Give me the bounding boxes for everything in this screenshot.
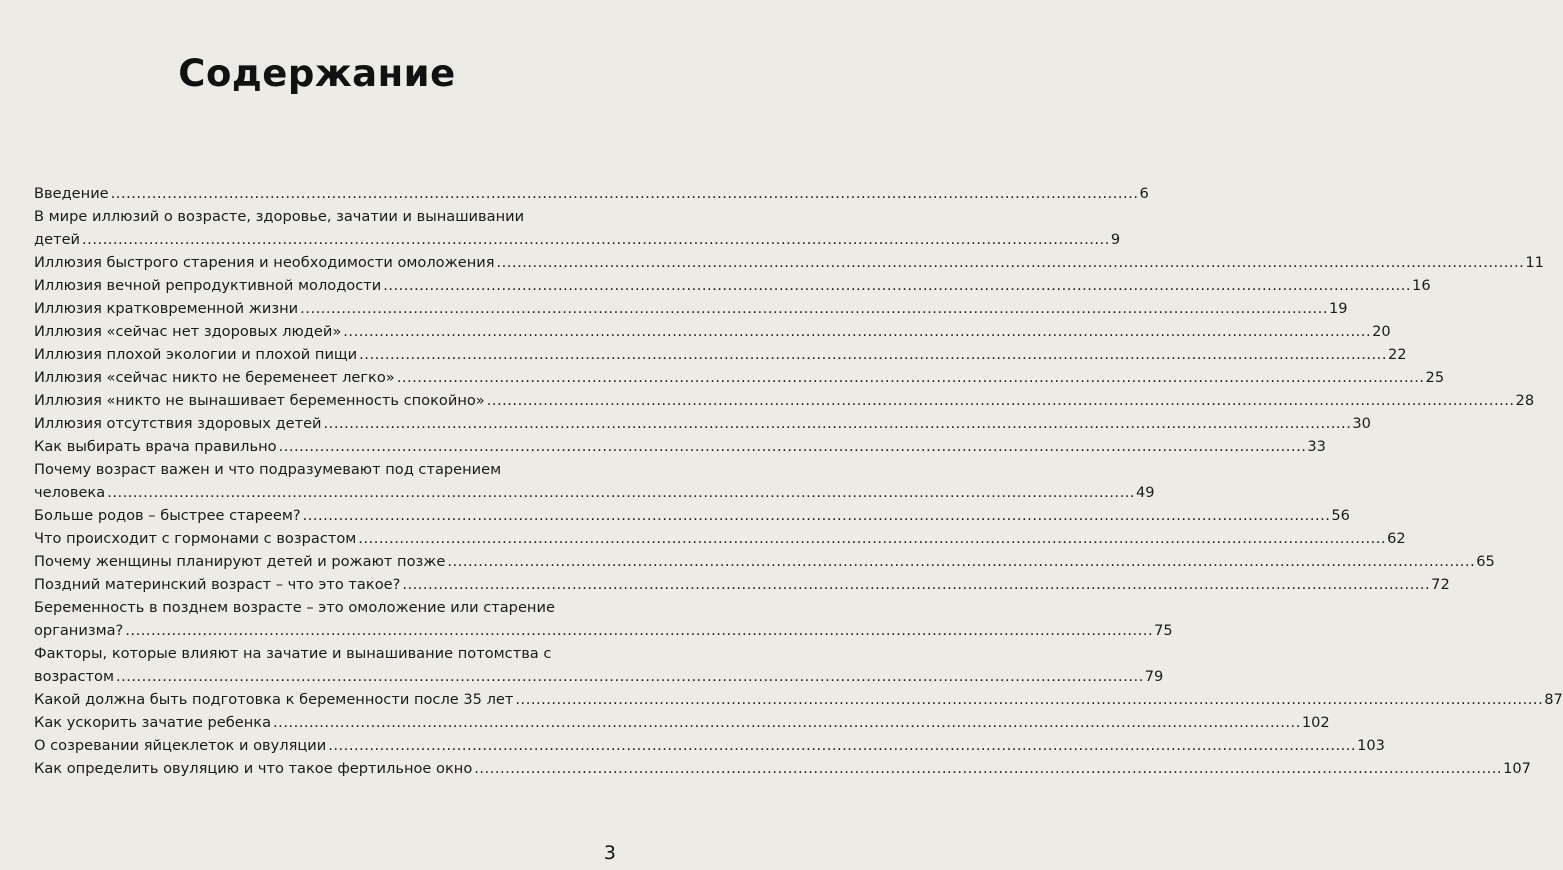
- toc-entry[interactable]: [34, 734, 1385, 757]
- toc-dot-leader: ........................................................................................................................................................................................................: [402, 576, 1431, 593]
- page-title: Содержание: [178, 52, 456, 95]
- toc-entry[interactable]: [34, 435, 1326, 458]
- toc-entry-title: Что происходит с гормонами с возрастом: [34, 530, 357, 547]
- toc-entry[interactable]: [34, 389, 1535, 412]
- toc-dot-leader: ........................................................................................................................................................................................................: [474, 760, 1503, 777]
- toc-dot-leader: ........................................................................................................................................................................................................: [82, 231, 1110, 248]
- toc-entry[interactable]: [34, 596, 1173, 642]
- toc-entry[interactable]: [34, 711, 1330, 734]
- toc-entry-title: Какой должна быть подготовка к беременности после 35 лет: [34, 691, 514, 708]
- toc-page-number: 75: [1154, 622, 1173, 639]
- toc-dot-leader: ........................................................................................................................................................................................................: [328, 737, 1357, 754]
- toc-dot-leader: ........................................................................................................................................................................................................: [359, 346, 1387, 363]
- toc-entry-title: Иллюзия «никто не вынашивает беременность спокойно»: [34, 392, 485, 409]
- toc-dot-leader: ........................................................................................................................................................................................................: [110, 185, 1139, 202]
- toc-page-number: 16: [1412, 277, 1431, 294]
- toc-page-number: 6: [1139, 185, 1149, 202]
- toc-entry-title-line: В мире иллюзий о возрасте, здоровье, зачатии и вынашивании: [34, 208, 525, 225]
- toc-dot-leader: ........................................................................................................................................................................................................: [302, 507, 1331, 524]
- toc-entry-title: Почему женщины планируют детей и рожают позже: [34, 553, 446, 570]
- toc-entry-title: Иллюзия плохой экологии и плохой пищи: [34, 346, 358, 363]
- toc-page-number: 19: [1328, 300, 1348, 317]
- toc-page-number: 49: [1136, 484, 1155, 501]
- toc-page-number: 102: [1301, 714, 1330, 731]
- toc-entry-title: О созревании яйцеклеток и овуляции: [34, 737, 327, 754]
- toc-entry-title: Введение: [34, 185, 109, 202]
- toc-entry-title: детей: [34, 231, 81, 248]
- toc-entry[interactable]: [34, 205, 1121, 251]
- toc-entry-title: Больше родов – быстрее стареем?: [34, 507, 301, 524]
- page-number: 3: [603, 842, 616, 864]
- toc-entry[interactable]: [34, 343, 1407, 366]
- toc-dot-leader: ........................................................................................................................................................................................................: [515, 691, 1544, 708]
- toc-page-number: 62: [1387, 530, 1406, 547]
- toc-entry[interactable]: [34, 550, 1495, 573]
- toc-page-number: 11: [1525, 254, 1544, 271]
- toc-dot-leader: ........................................................................................................................................................................................................: [107, 484, 1135, 501]
- toc-entry-title: Поздний материнский возраст – что это такое?: [34, 576, 401, 593]
- toc-dot-leader: ........................................................................................................................................................................................................: [496, 254, 1525, 271]
- toc-page-number: 65: [1476, 553, 1495, 570]
- toc-dot-leader: ........................................................................................................................................................................................................: [273, 714, 1301, 731]
- toc-page-number: 25: [1425, 369, 1445, 386]
- toc-entry[interactable]: [34, 504, 1350, 527]
- toc-page-number: 56: [1331, 507, 1350, 524]
- toc-entry-title: Иллюзия «сейчас никто не беременеет легко»: [34, 369, 395, 386]
- toc-page-number: 9: [1110, 231, 1121, 248]
- toc-dot-leader: ........................................................................................................................................................................................................: [125, 622, 1154, 639]
- toc-dot-leader: ........................................................................................................................................................................................................: [396, 369, 1425, 386]
- toc-entry[interactable]: [34, 757, 1531, 780]
- toc-page-number: 28: [1515, 392, 1535, 409]
- toc-entry[interactable]: [34, 251, 1544, 274]
- toc-dot-leader: ........................................................................................................................................................................................................: [343, 323, 1372, 340]
- toc-entry-title: Иллюзия быстрого старения и необходимости омоложения: [34, 254, 495, 271]
- toc-entry[interactable]: [34, 458, 1155, 504]
- toc-entry[interactable]: [34, 297, 1348, 320]
- toc-entry[interactable]: [34, 366, 1445, 389]
- toc-page-number: 107: [1503, 760, 1531, 777]
- toc-entry-title-line: Беременность в позднем возрасте – это омоложение или старение: [34, 599, 555, 616]
- toc-entry-title: человека: [34, 484, 106, 501]
- toc-entry[interactable]: [34, 412, 1371, 435]
- toc-entry-title: Иллюзия кратковременной жизни: [34, 300, 299, 317]
- toc-dot-leader: ........................................................................................................................................................................................................: [383, 277, 1412, 294]
- toc-entry[interactable]: [34, 274, 1431, 297]
- toc-page-number: 33: [1307, 438, 1326, 455]
- toc-dot-leader: ........................................................................................................................................................................................................: [486, 392, 1515, 409]
- toc-entry-title: Иллюзия «сейчас нет здоровых людей»: [34, 323, 342, 340]
- toc-dot-leader: ........................................................................................................................................................................................................: [278, 438, 1307, 455]
- toc-dot-leader: ........................................................................................................................................................................................................: [115, 668, 1144, 685]
- toc-entry-title: Иллюзия вечной репродуктивной молодости: [34, 277, 382, 294]
- toc-entry[interactable]: [34, 527, 1406, 550]
- toc-entry-title: Как определить овуляцию и что такое фертильное окно: [34, 760, 473, 777]
- table-of-contents: [34, 182, 1563, 780]
- toc-entry[interactable]: [34, 182, 1149, 205]
- toc-dot-leader: ........................................................................................................................................................................................................: [447, 553, 1476, 570]
- toc-dot-leader: ........................................................................................................................................................................................................: [323, 415, 1352, 432]
- toc-entry[interactable]: [34, 642, 1164, 688]
- toc-page-number: 87: [1544, 691, 1563, 708]
- toc-entry-title-line: Факторы, которые влияют на зачатие и вынашивание потомства с: [34, 645, 552, 662]
- toc-page-number: 30: [1352, 415, 1371, 432]
- toc-entry[interactable]: [34, 688, 1563, 711]
- toc-entry-title: организма?: [34, 622, 124, 639]
- toc-dot-leader: ........................................................................................................................................................................................................: [300, 300, 1328, 317]
- toc-entry[interactable]: [34, 573, 1450, 596]
- toc-entry-title: возрастом: [34, 668, 114, 685]
- toc-entry-title-line: Почему возраст важен и что подразумевают под старением: [34, 461, 502, 478]
- toc-entry-title: Как ускорить зачатие ребенка: [34, 714, 272, 731]
- toc-page-number: 20: [1372, 323, 1391, 340]
- toc-entry-title: Иллюзия отсутствия здоровых детей: [34, 415, 322, 432]
- toc-page-number: 22: [1387, 346, 1407, 363]
- toc-page-number: 79: [1144, 668, 1164, 685]
- toc-page-number: 72: [1431, 576, 1450, 593]
- toc-entry[interactable]: [34, 320, 1391, 343]
- toc-page-number: 103: [1357, 737, 1385, 754]
- toc-dot-leader: ........................................................................................................................................................................................................: [358, 530, 1387, 547]
- toc-entry-title: Как выбирать врача правильно: [34, 438, 277, 455]
